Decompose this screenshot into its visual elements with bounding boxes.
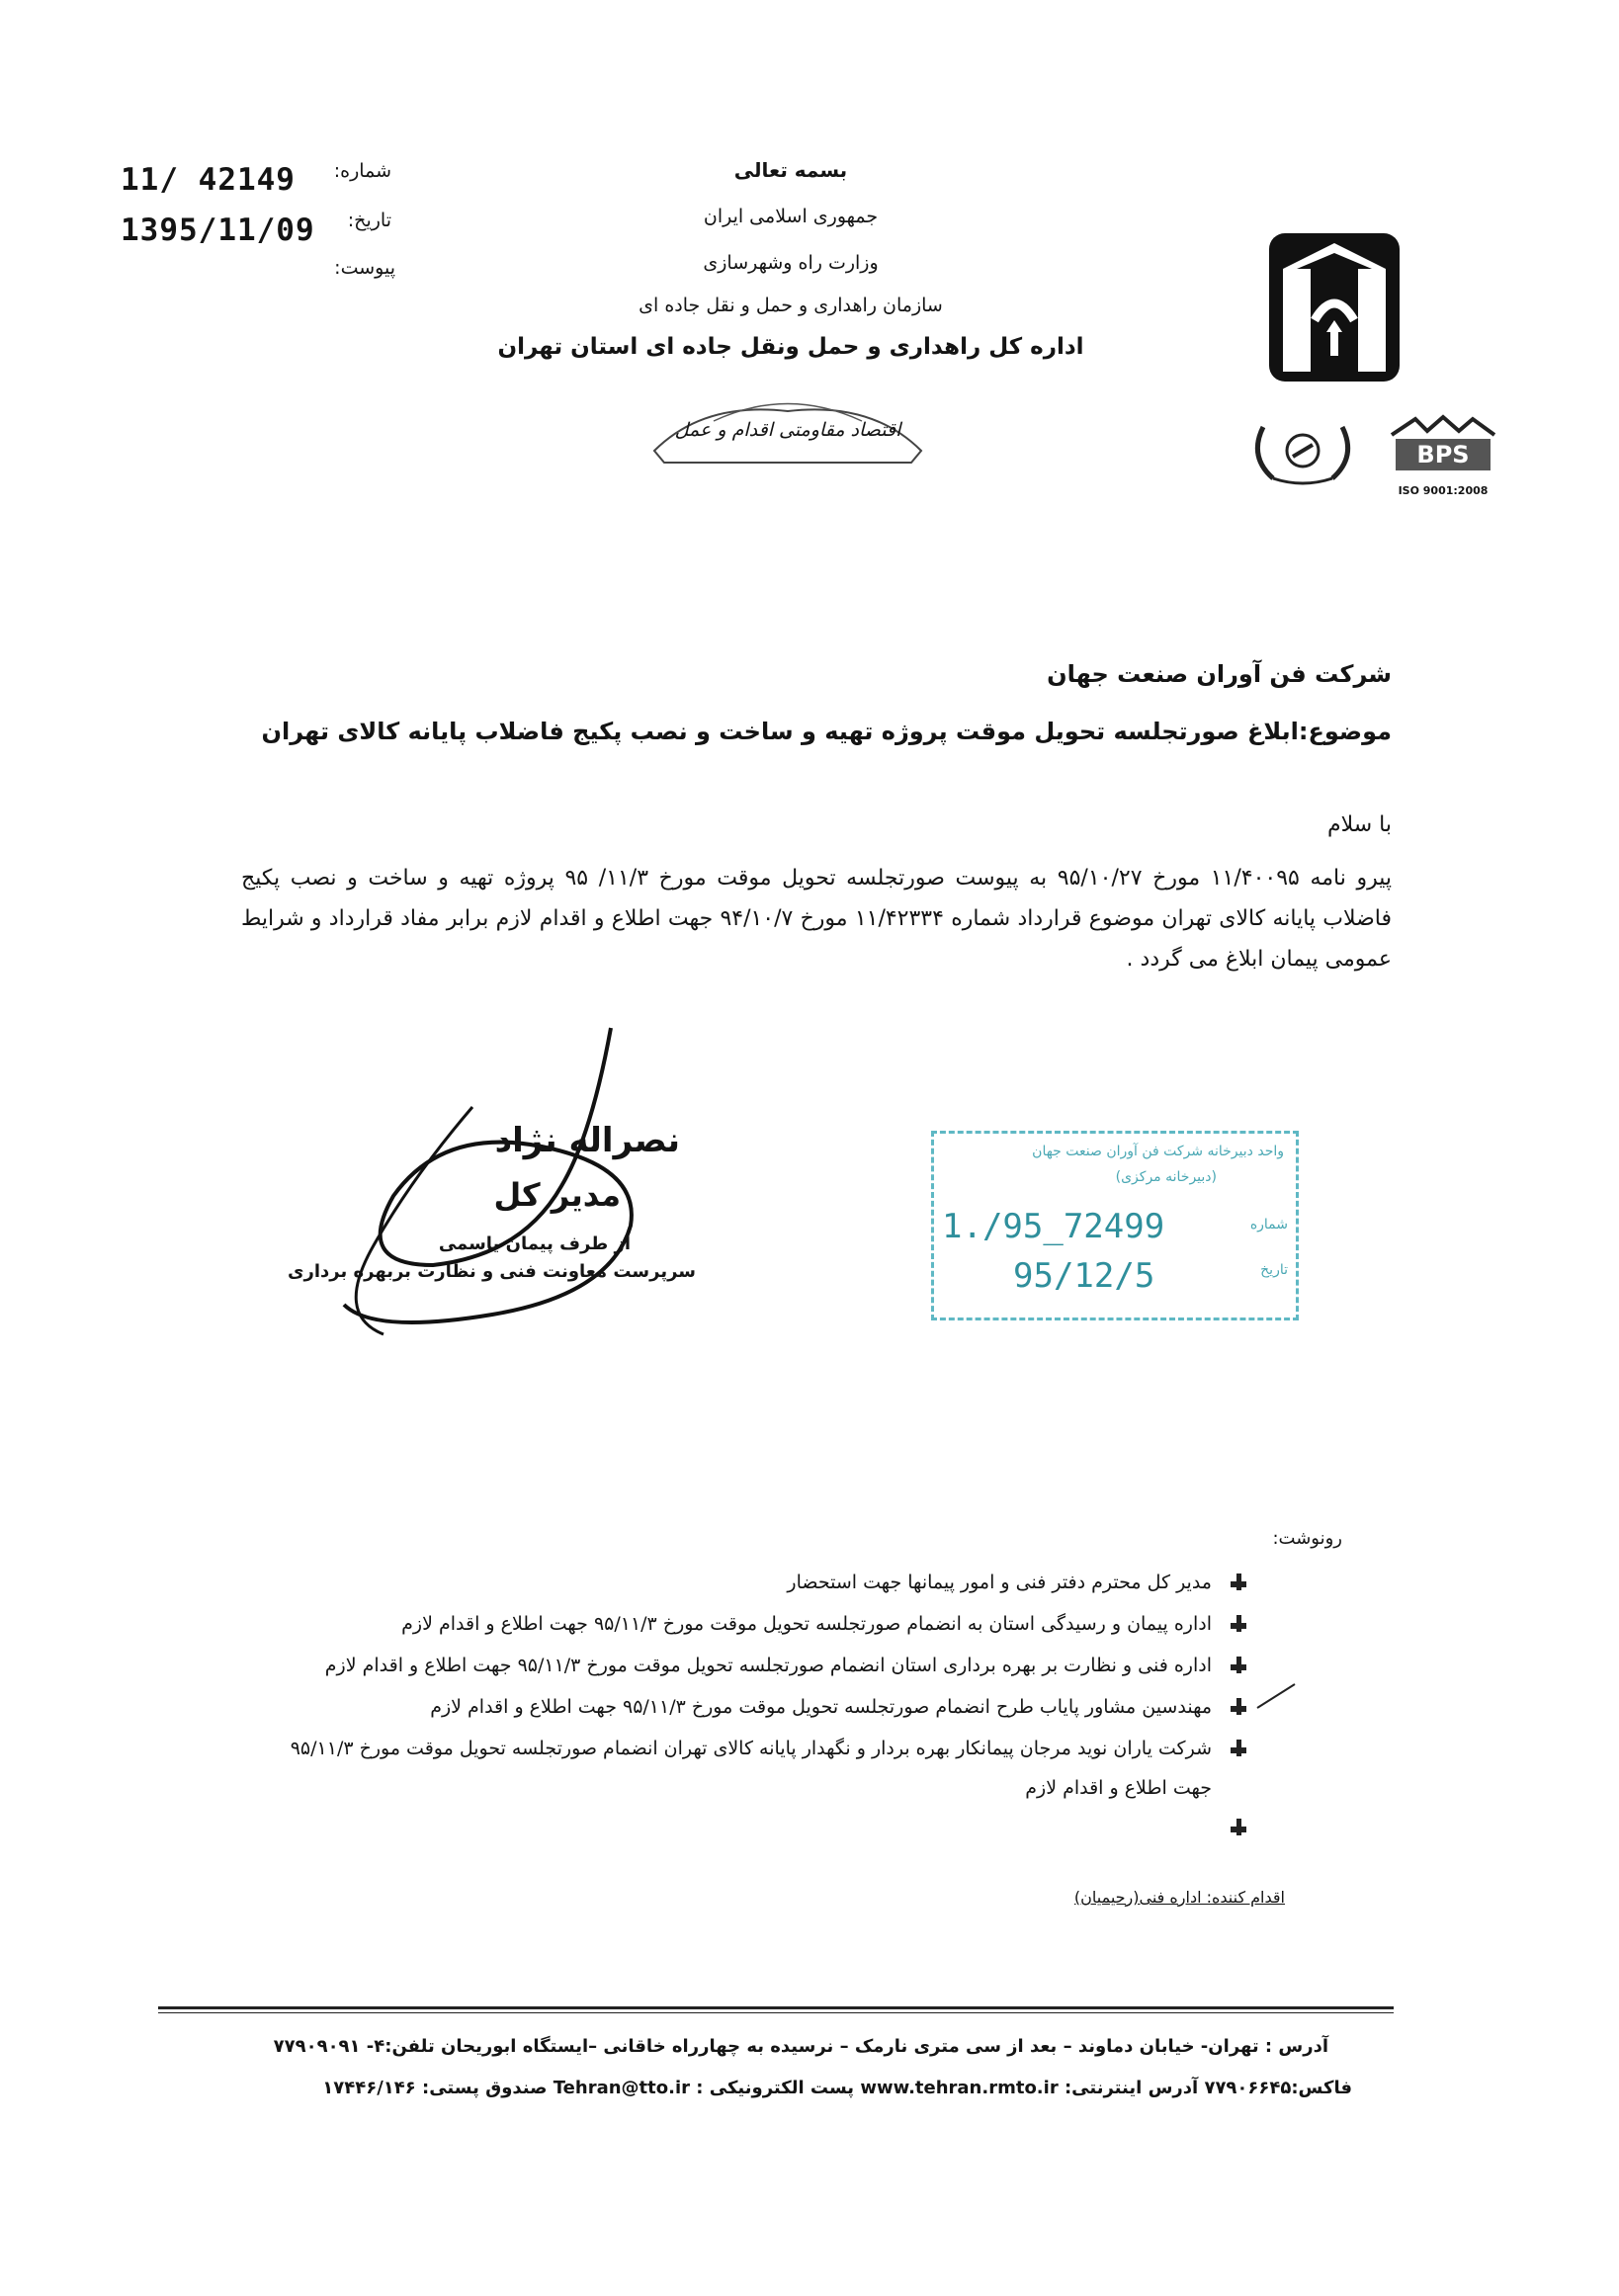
laurel-emblem-icon — [1243, 417, 1362, 488]
header-organization: سازمان راهداری و حمل و نقل جاده ای — [639, 295, 943, 316]
stamp-number-label: شماره — [1249, 1217, 1288, 1233]
attachment-label: پیوست: — [334, 257, 395, 279]
cc-item: شرکت یاران نوید مرجان پیمانکار بهره بردار و نگهدار پایانه کالای تهران انضمام صورتجلسه تحویل موقت مورخ ۹۵/۱۱/۳ — [290, 1738, 1212, 1759]
date-label: تاریخ: — [347, 210, 391, 231]
stamp-date-value: 95/12/5 — [1013, 1256, 1155, 1296]
cc-bullet-icon — [1228, 1817, 1249, 1838]
action-by: اقدام کننده: اداره فنی(رحیمیان) — [1073, 1888, 1285, 1907]
cc-item: اداره فنی و نظارت بر بهره برداری استان انضمام صورتجلسه تحویل موقت مورخ ۹۵/۱۱/۳ جهت اطلاع و اقدام لازم — [324, 1655, 1212, 1676]
stamp-number-value: 1./95_72499 — [942, 1207, 1165, 1246]
signature-block — [288, 1018, 710, 1354]
recipient: شرکت فن آوران صنعت جهان — [1047, 660, 1392, 688]
stamp-line-1: واحد دبیرخانه شرکت فن آوران صنعت جهان — [1032, 1144, 1284, 1159]
cc-bullet-icon — [1228, 1655, 1249, 1676]
stamp-date-label: تاریخ — [1260, 1262, 1288, 1278]
signatory-role: سرپرست معاونت فنی و نظارت بربهره برداری — [288, 1261, 696, 1282]
header-ministry: وزارت راه وشهرسازی — [703, 252, 879, 274]
motto-text: اقتصاد مقاومتی اقدام و عمل — [674, 419, 901, 441]
header-bismillah: بسمه تعالی — [733, 158, 848, 182]
iso-text: ISO 9001:2008 — [1398, 484, 1489, 497]
receipt-stamp — [931, 1131, 1299, 1320]
signatory-name: نصراله نژاد — [494, 1121, 680, 1160]
rmto-logo-icon — [1265, 229, 1404, 385]
header-country: جمهوری اسلامی ایران — [703, 206, 879, 227]
footer-address: آدرس : تهران- خیابان دماوند – بعد از سی متری نارمک – نرسیده به چهارراه خاقانی –ایستگاه ابوریحان تلفن:۴- ۷۷۹۰۹۰۹۱ — [273, 2036, 1328, 2057]
signatory-title: مدیر کل — [493, 1176, 621, 1214]
greeting: با سلام — [1326, 812, 1392, 837]
subject: موضوع:ابلاغ صورتجلسه تحویل موقت پروژه تهیه و ساخت و نصب پکیج فاضلاب پایانه کالای تهران — [261, 718, 1392, 745]
stamp-line-2: (دبیرخانه مرکزی) — [1115, 1169, 1217, 1185]
bps-logo — [1388, 413, 1498, 508]
iran-emblem — [1243, 417, 1362, 488]
header-department: اداره کل راهداری و حمل ونقل جاده ای استان تهران — [497, 334, 1084, 360]
cc-bullet-icon — [1228, 1696, 1249, 1718]
footer-divider — [158, 2006, 1394, 2013]
cc-bullet-icon — [1228, 1613, 1249, 1635]
cc-item: مهندسین مشاور پایاب طرح انضمام صورتجلسه تحویل موقت مورخ ۹۵/۱۱/۳ جهت اطلاع و اقدام لازم — [430, 1696, 1212, 1718]
cc-item: اداره پیمان و رسیدگی استان به انضمام صورتجلسه تحویل موقت مورخ ۹۵/۱۱/۳ جهت اطلاع و اقدام لازم — [401, 1613, 1212, 1635]
letter-body: پیرو نامه ۱۱/۴۰۰۹۵ مورخ ۹۵/۱۰/۲۷ به پیوست صورتجلسه تحویل موقت مورخ ۱۱/۳/ ۹۵ پروژه تهیه و ساخت و نصب پکیج فاضلاب پایانه کالای تهران موضوع قرارداد شماره ۱۱/۴۲۳۳۴ مورخ ۹۴/۱۰/۷ جهت اطلاع و اقدام لازم برابر مفاد قرارداد و شرایط عمومی پیمان ابلاغ می گردد . — [241, 866, 1393, 972]
organization-logo — [1265, 229, 1404, 385]
signatory-on-behalf: از طرف پیمان یاسمی — [438, 1233, 631, 1254]
cc-bullet-icon — [1228, 1738, 1249, 1759]
footer-contact: فاکس:۷۷۹۰۶۶۴۵ آدرس اینترنتی: www.tehran.rmto.ir پست الکترونیکی : Tehran@tto.ir صندوق پستی: ۱۷۴۴۶/۱۴۶ — [322, 2078, 1352, 2098]
bps-text: BPS — [1416, 441, 1470, 468]
cc-item: جهت اطلاع و اقدام لازم — [1025, 1777, 1212, 1799]
check-mark-icon — [1255, 1680, 1299, 1710]
cc-item: مدیر کل محترم دفتر فنی و امور پیمانها جهت استحضار — [787, 1572, 1212, 1593]
motto-emblem — [644, 382, 931, 470]
letter-number: 11/ 42149 — [121, 162, 296, 198]
cc-bullet-icon — [1228, 1572, 1249, 1593]
letter-date: 1395/11/09 — [121, 213, 315, 248]
number-label: شماره: — [333, 160, 391, 182]
cc-label: رونوشت: — [1272, 1528, 1342, 1549]
